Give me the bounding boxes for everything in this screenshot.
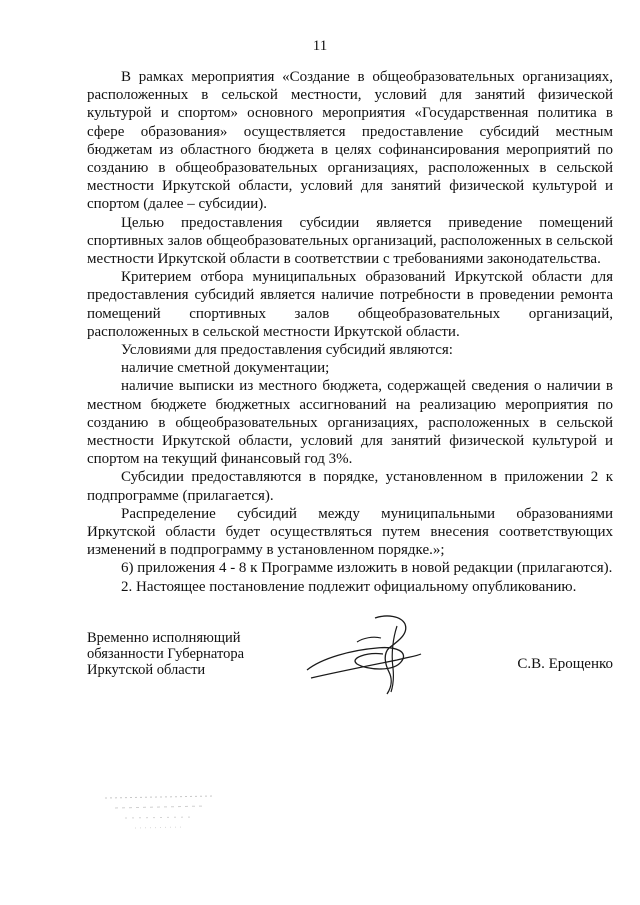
paragraph-subsidy-distribution: Распределение субсидий между муниципальными образованиями Иркутской области будет осуществляться путем внесения соответствующих изменений в подпрограмму в установленном порядке.»; (87, 505, 613, 559)
paragraph-annexes: 6) приложения 4 - 8 к Программе изложить в новой редакции (прилагаются). (121, 560, 613, 577)
paragraph-condition-estimate: наличие сметной документации; (121, 360, 330, 377)
paragraph-subsidy-goal: Целью предоставления субсидии является приведение помещений спортивных залов общеобразовательных организаций, расположенных в сельской местности Иркутской области в соответствии с требованиями законодательства. (87, 214, 613, 268)
paragraph-condition-budget-extract: наличие выписки из местного бюджета, содержащей сведения о наличии в местном бюджете бюджетных ассигнований на реализацию мероприятия по созданию в общеобразовательных организациях, расположенных в сельской местности Иркутской области, условий для занятий физической культурой и спортом на текущий финансовый год 3%. (87, 378, 613, 468)
signer-title: Временно исполняющий обязанности Губернатора Иркутской области (87, 630, 245, 678)
paragraph-publication: 2. Настоящее постановление подлежит официальному опубликованию. (121, 578, 577, 595)
faint-stamp-mark (95, 790, 235, 840)
paragraph-conditions-heading: Условиями для предоставления субсидий являются: (121, 342, 453, 359)
handwritten-signature (297, 608, 427, 698)
paragraph-subsidy-procedure: Субсидии предоставляются в порядке, установленном в приложении 2 к подпрограмме (прилагается). (87, 469, 613, 504)
signer-name: С.В. Ерощенко (517, 656, 613, 672)
paragraph-subsidy-intro: В рамках мероприятия «Создание в общеобразовательных организациях, расположенных в сельской местности, условий для занятий физической культурой и спортом» основного мероприятия «Государственная политика в сфере образования» осуществляется предоставление субсидий местным бюджетам из областного бюджета в целях софинансирования мероприятий по созданию в общеобразовательных организациях, расположенных в сельской местности Иркутской области, условий для занятий физической культурой и спортом (далее – субсидии). (87, 69, 613, 213)
paragraph-selection-criterion: Критерием отбора муниципальных образований Иркутской области для предоставления субсидий является наличие потребности в проведении ремонта помещений спортивных залов общеобразовательных организаций, расположенных в сельской местности Иркутской области. (87, 269, 613, 340)
document-body (87, 68, 613, 596)
signature-block (87, 630, 613, 700)
page-number: 11 (312, 38, 328, 54)
